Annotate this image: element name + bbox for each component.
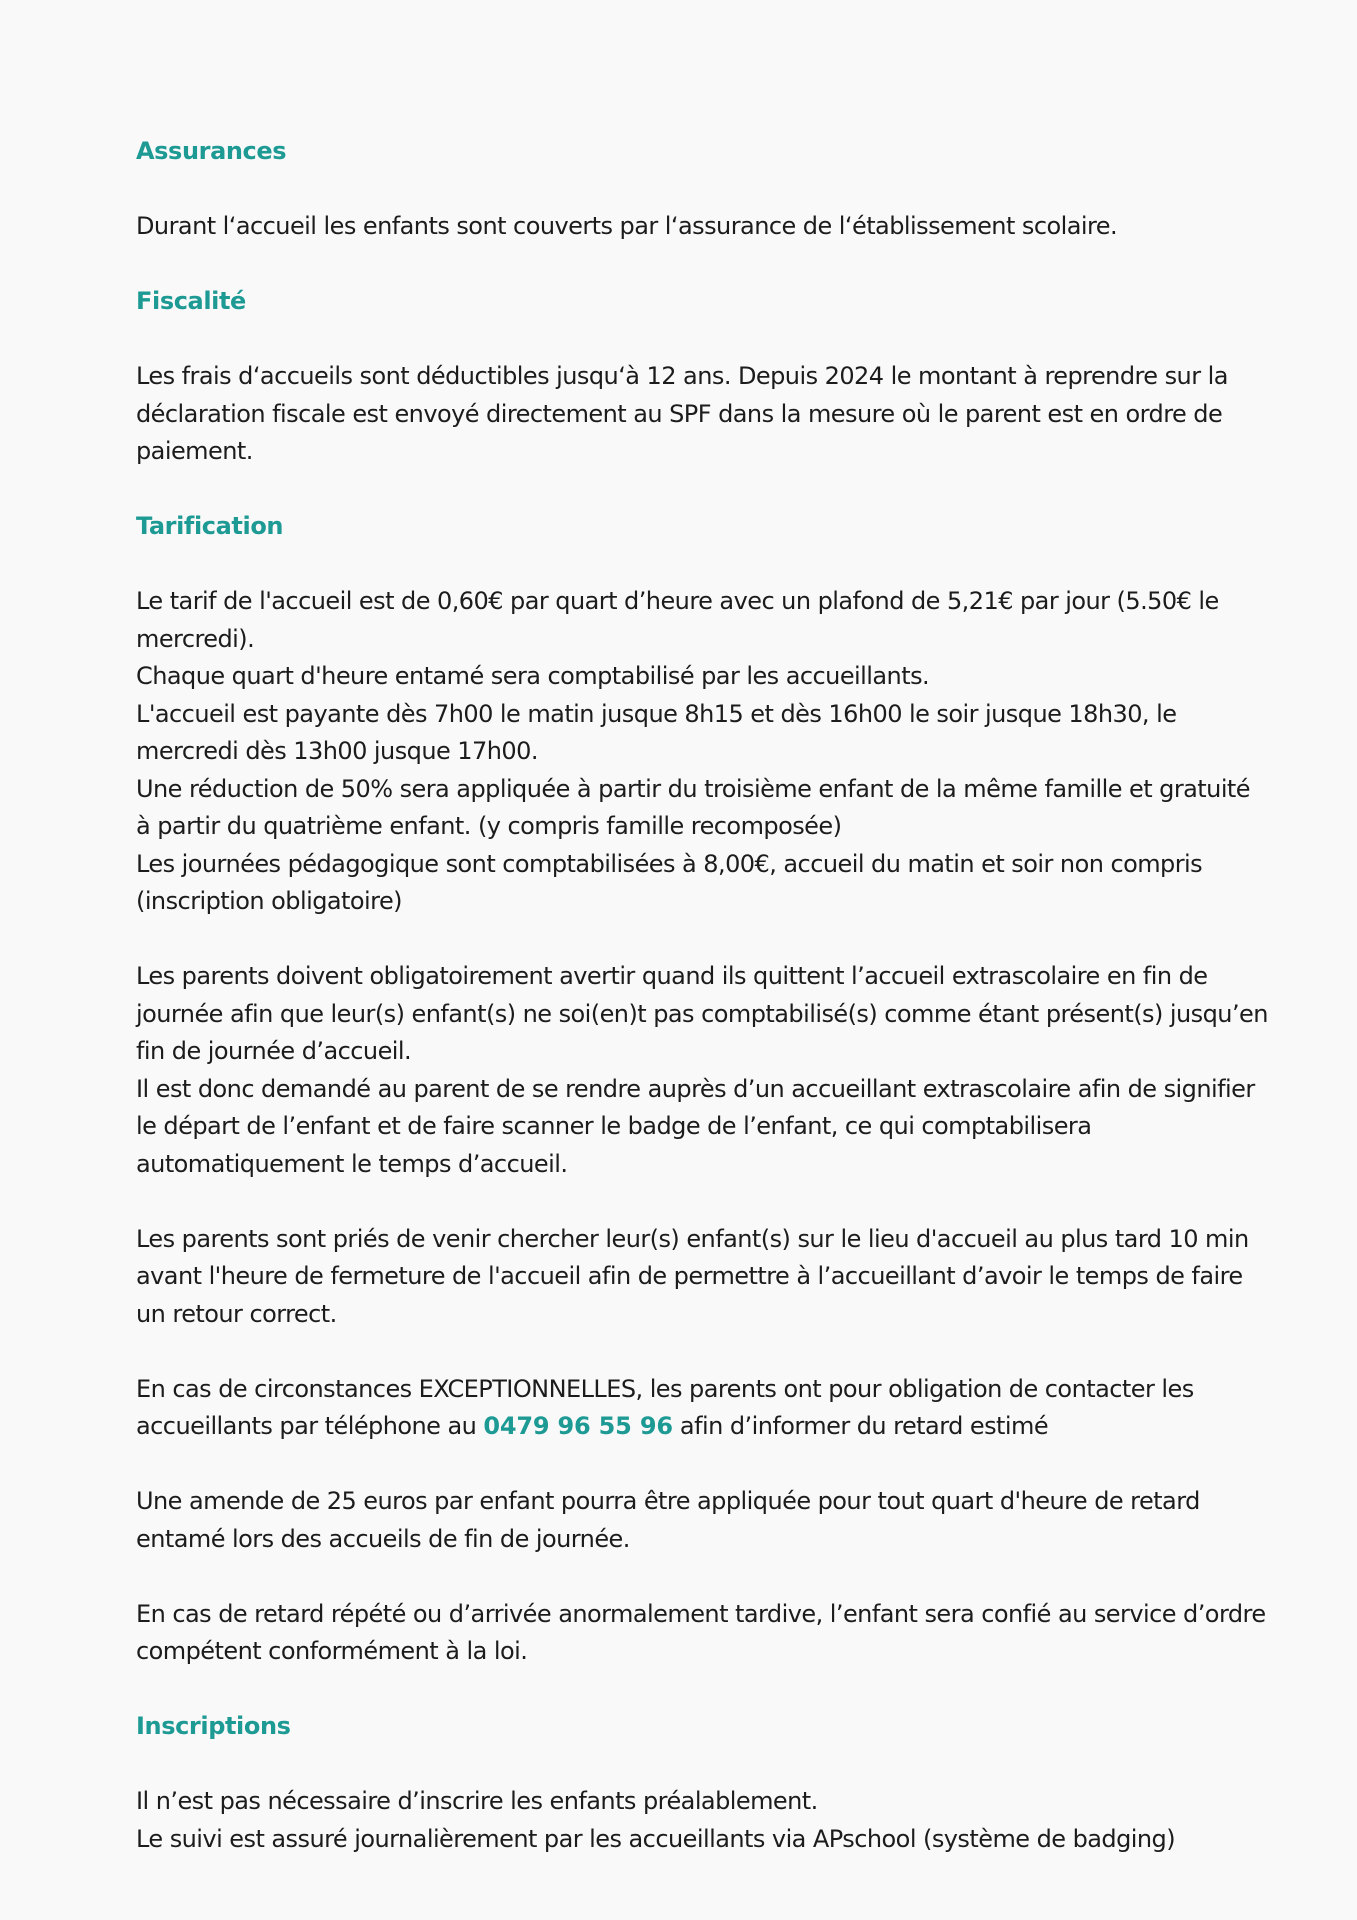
paragraph-line: entamé lors des accueils de fin de journée.	[136, 1524, 630, 1553]
phone-number-link[interactable]: 0479 96 55 96	[483, 1412, 673, 1440]
paragraph-line: Une amende de 25 euros par enfant pourra être appliquée pour tout quart d'heure de retard	[136, 1487, 1200, 1515]
paragraph-line: mercredi).	[136, 624, 255, 653]
paragraph-line: Le suivi est assuré journalièrement par les accueillants via APschool (système de badging)	[136, 1824, 1176, 1853]
paragraph-line: mercredi dès 13h00 jusque 17h00.	[136, 737, 538, 765]
paragraph-line: journée afin que leur(s) enfant(s) ne soi(en)t pas comptabilisé(s) comme étant présent(s) jusqu’en	[136, 999, 1268, 1028]
paragraph-text: afin d’informer du retard estimé	[672, 1412, 1049, 1440]
section-heading-tarification: Tarification	[136, 512, 284, 540]
paragraph-line: Les parents sont priés de venir chercher leur(s) enfant(s) sur le lieu d'accueil au plus tard 10 min	[136, 1224, 1249, 1253]
section-heading-fiscalite: Fiscalité	[136, 287, 246, 315]
paragraph-line: un retour correct.	[136, 1299, 337, 1328]
paragraph-line: avant l'heure de fermeture de l'accueil afin de permettre à l’accueillant d’avoir le temps de faire	[136, 1262, 1243, 1290]
paragraph-line: le départ de l’enfant et de faire scanner le badge de l’enfant, ce qui comptabilisera	[136, 1112, 1092, 1140]
paragraph-line: paiement.	[136, 437, 253, 465]
paragraph-line: Les frais d‘accueils sont déductibles jusqu‘à 12 ans. Depuis 2024 le montant à reprendre sur la	[136, 362, 1228, 390]
paragraph-line: En cas de retard répété ou d’arrivée anormalement tardive, l’enfant sera confié au service d’ordre	[136, 1599, 1266, 1628]
section-heading-inscriptions: Inscriptions	[136, 1712, 291, 1740]
paragraph-line: Les journées pédagogique sont comptabilisées à 8,00€, accueil du matin et soir non compris	[136, 849, 1203, 878]
paragraph-line: En cas de circonstances EXCEPTIONNELLES, les parents ont pour obligation de contacter les	[136, 1374, 1194, 1403]
paragraph-text: accueillants par téléphone au	[136, 1412, 484, 1440]
paragraph-line: Il n’est pas nécessaire d’inscrire les enfants préalablement.	[136, 1787, 818, 1815]
paragraph-line: automatiquement le temps d’accueil.	[136, 1149, 568, 1178]
paragraph-line: compétent conformément à la loi.	[136, 1637, 528, 1665]
paragraph-line: Durant l‘accueil les enfants sont couverts par l‘assurance de l‘établissement scolaire.	[136, 212, 1118, 240]
paragraph-line: Les parents doivent obligatoirement avertir quand ils quittent l’accueil extrascolaire en fin de	[136, 962, 1208, 990]
paragraph-line: Il est donc demandé au parent de se rendre auprès d’un accueillant extrascolaire afin de signifier	[136, 1074, 1255, 1103]
document-body	[136, 133, 1336, 1858]
paragraph-line: L'accueil est payante dès 7h00 le matin jusque 8h15 et dès 16h00 le soir jusque 18h30, le	[136, 699, 1177, 728]
section-heading-assurances: Assurances	[136, 137, 287, 165]
paragraph-line: (inscription obligatoire)	[136, 887, 402, 915]
paragraph-line: Chaque quart d'heure entamé sera comptabilisé par les accueillants.	[136, 662, 930, 690]
paragraph-line: déclaration fiscale est envoyé directement au SPF dans la mesure où le parent est en ordre de	[136, 399, 1223, 428]
phone-contact-line	[136, 1408, 1336, 1446]
paragraph-line: à partir du quatrième enfant. (y compris famille recomposée)	[136, 812, 842, 840]
paragraph-line: Une réduction de 50% sera appliquée à partir du troisième enfant de la même famille et gratuité	[136, 774, 1251, 803]
paragraph-line: Le tarif de l'accueil est de 0,60€ par quart d’heure avec un plafond de 5,21€ par jour (5.50€ le	[136, 587, 1219, 615]
paragraph-line: fin de journée d’accueil.	[136, 1037, 412, 1065]
